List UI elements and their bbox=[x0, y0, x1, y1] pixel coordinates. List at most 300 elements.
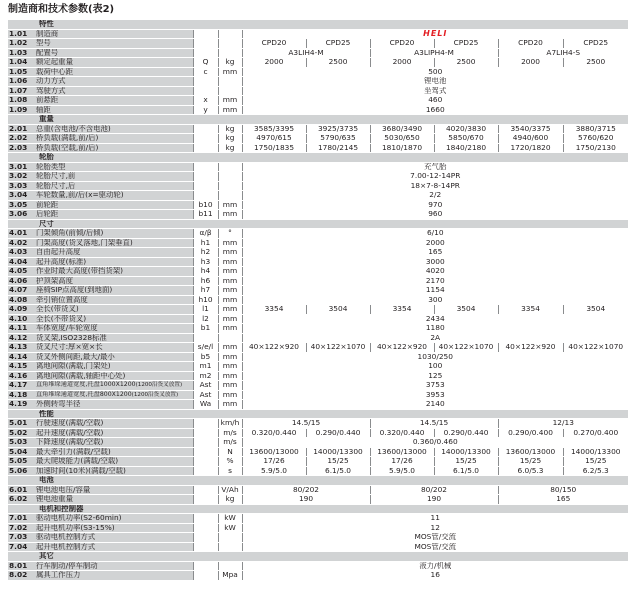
value-cell: 5760/620 bbox=[563, 134, 628, 144]
row-parameter: 行车制动/停车制动 bbox=[33, 561, 193, 571]
row-symbol bbox=[193, 39, 218, 49]
parameter-note: (1200沿货叉放置) bbox=[135, 382, 183, 389]
row-symbol bbox=[193, 124, 218, 134]
row-symbol bbox=[193, 571, 218, 581]
value-cell: 1810/1870 bbox=[370, 143, 434, 153]
value-cell: 80/202 bbox=[370, 485, 498, 495]
value-cell: MOS管/交流 bbox=[242, 542, 628, 552]
value-cell: 1180 bbox=[242, 324, 628, 334]
value-cell: 300 bbox=[242, 295, 628, 305]
section-header bbox=[8, 552, 628, 562]
row-code: 4.02 bbox=[8, 238, 33, 248]
row-parameter: 前悬距 bbox=[33, 96, 193, 106]
brand-logo: HELI bbox=[423, 29, 448, 38]
value-cell: A7LIH4-S bbox=[498, 48, 628, 58]
row-symbol bbox=[193, 419, 218, 429]
value-cell: 15/25 bbox=[563, 457, 628, 467]
value-cell: 5850/670 bbox=[434, 134, 498, 144]
row-code: 1.02 bbox=[8, 39, 33, 49]
row-parameter: 轮胎类型 bbox=[33, 162, 193, 172]
value-cell: 锂电池 bbox=[242, 77, 628, 87]
row-code: 4.15 bbox=[8, 362, 33, 372]
row-symbol: m2 bbox=[193, 371, 218, 381]
row-code: 4.06 bbox=[8, 276, 33, 286]
row-code: 8.01 bbox=[8, 561, 33, 571]
row-parameter: 离地间隙(满载,门架处) bbox=[33, 362, 193, 372]
row-code: 5.05 bbox=[8, 457, 33, 467]
value-cell bbox=[242, 29, 628, 39]
row-parameter: 货叉架,ISO2328标准 bbox=[33, 333, 193, 343]
value-cell: 5.9/5.0 bbox=[370, 466, 434, 476]
value-cell: 3354 bbox=[498, 305, 563, 315]
row-code: 1.03 bbox=[8, 48, 33, 58]
value-cell: 5.9/5.0 bbox=[242, 466, 306, 476]
row-symbol: Wa bbox=[193, 400, 218, 410]
value-cell: 165 bbox=[242, 248, 628, 258]
table-row bbox=[8, 295, 628, 305]
value-cell: 液力/机械 bbox=[242, 561, 628, 571]
value-cell: 2000 bbox=[498, 58, 563, 68]
value-cell: CPD20 bbox=[370, 39, 434, 49]
table-row bbox=[8, 314, 628, 324]
row-symbol bbox=[193, 542, 218, 552]
row-symbol bbox=[193, 485, 218, 495]
row-symbol bbox=[193, 86, 218, 96]
value-cell: CPD25 bbox=[306, 39, 370, 49]
table-row bbox=[8, 514, 628, 524]
row-code: 4.05 bbox=[8, 267, 33, 277]
row-unit: kg bbox=[218, 58, 242, 68]
row-symbol bbox=[193, 523, 218, 533]
table-row bbox=[8, 210, 628, 220]
value-cell: 14000/13300 bbox=[434, 447, 498, 457]
value-cell: 15/25 bbox=[498, 457, 563, 467]
row-code: 5.02 bbox=[8, 428, 33, 438]
section-code bbox=[8, 504, 33, 514]
table-row bbox=[8, 267, 628, 277]
row-code: 1.07 bbox=[8, 86, 33, 96]
row-unit: mm bbox=[218, 314, 242, 324]
row-parameter: 最大牵引力(满载/空载) bbox=[33, 447, 193, 457]
section-blank bbox=[193, 409, 628, 419]
row-unit: mm bbox=[218, 305, 242, 315]
table-row bbox=[8, 134, 628, 144]
row-symbol bbox=[193, 428, 218, 438]
value-cell: 6.0/5.3 bbox=[498, 466, 563, 476]
row-code: 7.03 bbox=[8, 533, 33, 543]
value-cell: 2000 bbox=[370, 58, 434, 68]
row-symbol bbox=[193, 447, 218, 457]
row-code: 4.13 bbox=[8, 343, 33, 353]
value-cell: 15/25 bbox=[306, 457, 370, 467]
row-parameter: 驱动电机功率(S2-60min) bbox=[33, 514, 193, 524]
row-unit bbox=[218, 533, 242, 543]
section-title: 电池 bbox=[33, 476, 193, 486]
row-code: 4.01 bbox=[8, 229, 33, 239]
row-symbol: x bbox=[193, 96, 218, 106]
value-cell: 4020/3830 bbox=[434, 124, 498, 134]
row-code: 4.16 bbox=[8, 371, 33, 381]
section-header bbox=[8, 219, 628, 229]
row-unit bbox=[218, 172, 242, 182]
row-code: 2.01 bbox=[8, 124, 33, 134]
row-parameter: 外侧转弯半径 bbox=[33, 400, 193, 410]
table-row bbox=[8, 571, 628, 581]
table-row bbox=[8, 447, 628, 457]
row-unit: mm bbox=[218, 362, 242, 372]
row-unit: V/Ah bbox=[218, 485, 242, 495]
row-unit: ° bbox=[218, 229, 242, 239]
value-cell: 1030/250 bbox=[242, 352, 628, 362]
row-code: 7.04 bbox=[8, 542, 33, 552]
row-code: 4.17 bbox=[8, 381, 33, 391]
value-cell: 1840/2180 bbox=[434, 143, 498, 153]
value-cell: CPD25 bbox=[563, 39, 628, 49]
row-unit: mm bbox=[218, 343, 242, 353]
row-code: 6.02 bbox=[8, 495, 33, 505]
row-code: 1.08 bbox=[8, 96, 33, 106]
table-row bbox=[8, 542, 628, 552]
row-symbol: α/β bbox=[193, 229, 218, 239]
value-cell: 14000/13300 bbox=[306, 447, 370, 457]
value-cell: 充气胎 bbox=[242, 162, 628, 172]
section-code bbox=[8, 153, 33, 163]
row-symbol: b11 bbox=[193, 210, 218, 220]
row-code: 1.01 bbox=[8, 29, 33, 39]
row-code: 4.10 bbox=[8, 314, 33, 324]
row-symbol: h4 bbox=[193, 267, 218, 277]
section-code bbox=[8, 20, 33, 29]
row-unit: s bbox=[218, 466, 242, 476]
value-cell: 3000 bbox=[242, 257, 628, 267]
section-header bbox=[8, 115, 628, 125]
row-code: 3.06 bbox=[8, 210, 33, 220]
value-cell: 5790/635 bbox=[306, 134, 370, 144]
row-unit: mm bbox=[218, 67, 242, 77]
table-row bbox=[8, 523, 628, 533]
row-symbol bbox=[193, 466, 218, 476]
row-code: 4.09 bbox=[8, 305, 33, 315]
parameter-note: (1200沿货叉放置) bbox=[131, 391, 179, 398]
row-parameter: 车体宽度/车轮宽度 bbox=[33, 324, 193, 334]
section-code bbox=[8, 219, 33, 229]
section-code bbox=[8, 115, 33, 125]
row-parameter: 直角堆垛通道宽度,托盘800X1200(1200沿货叉放置) bbox=[33, 390, 193, 400]
row-unit: kW bbox=[218, 523, 242, 533]
value-cell: 3680/3490 bbox=[370, 124, 434, 134]
row-parameter: 锂电池电压/容量 bbox=[33, 485, 193, 495]
row-parameter: 总重(含电池/不含电池) bbox=[33, 124, 193, 134]
value-cell: 3925/3735 bbox=[306, 124, 370, 134]
row-parameter: 护顶架高度 bbox=[33, 276, 193, 286]
spec-table-body bbox=[8, 20, 628, 580]
row-parameter: 驾驶方式 bbox=[33, 86, 193, 96]
row-unit: N bbox=[218, 447, 242, 457]
row-unit: mm bbox=[218, 276, 242, 286]
row-unit: mm bbox=[218, 210, 242, 220]
value-cell: 1154 bbox=[242, 286, 628, 296]
row-symbol: y bbox=[193, 105, 218, 115]
value-cell: 1750/2130 bbox=[563, 143, 628, 153]
value-cell: 2500 bbox=[306, 58, 370, 68]
value-cell: 40×122×920 bbox=[370, 343, 434, 353]
row-unit: m/s bbox=[218, 438, 242, 448]
row-symbol bbox=[193, 533, 218, 543]
row-code: 5.03 bbox=[8, 438, 33, 448]
value-cell: 3354 bbox=[370, 305, 434, 315]
row-parameter: 后轮距 bbox=[33, 210, 193, 220]
row-unit: mm bbox=[218, 267, 242, 277]
table-row bbox=[8, 162, 628, 172]
row-code: 5.04 bbox=[8, 447, 33, 457]
value-cell: 3753 bbox=[242, 381, 628, 391]
row-parameter: 前轮距 bbox=[33, 200, 193, 210]
row-code: 3.05 bbox=[8, 200, 33, 210]
value-cell: 5030/650 bbox=[370, 134, 434, 144]
table-row bbox=[8, 495, 628, 505]
table-row bbox=[8, 58, 628, 68]
table-row bbox=[8, 191, 628, 201]
row-parameter: 动力方式 bbox=[33, 77, 193, 87]
section-header bbox=[8, 409, 628, 419]
value-cell: 0.290/0.400 bbox=[498, 428, 563, 438]
value-cell: 1660 bbox=[242, 105, 628, 115]
row-unit bbox=[218, 333, 242, 343]
value-cell: 0.360/0.460 bbox=[242, 438, 628, 448]
row-parameter: 桥负载(空载,前/后) bbox=[33, 143, 193, 153]
table-row bbox=[8, 86, 628, 96]
row-parameter: 直角堆垛通道宽度,托盘1000X1200(1200沿货叉放置) bbox=[33, 381, 193, 391]
value-cell: 0.290/0.440 bbox=[306, 428, 370, 438]
page-title: 制造商和技术参数(表2) bbox=[8, 4, 115, 15]
row-parameter: 型号 bbox=[33, 39, 193, 49]
row-unit: Mpa bbox=[218, 571, 242, 581]
section-header bbox=[8, 153, 628, 163]
row-symbol: b10 bbox=[193, 200, 218, 210]
row-parameter: 起升高度(标准) bbox=[33, 257, 193, 267]
row-symbol bbox=[193, 514, 218, 524]
value-cell: 40×122×920 bbox=[242, 343, 306, 353]
value-cell: 6.1/5.0 bbox=[306, 466, 370, 476]
value-cell: 0.320/0.440 bbox=[242, 428, 306, 438]
row-symbol: h1 bbox=[193, 238, 218, 248]
table-row bbox=[8, 124, 628, 134]
row-unit: mm bbox=[218, 295, 242, 305]
row-symbol bbox=[193, 333, 218, 343]
section-blank bbox=[193, 504, 628, 514]
row-parameter: 桥负载(满载,前/后) bbox=[33, 134, 193, 144]
row-symbol: s/e/l bbox=[193, 343, 218, 353]
value-cell: 3504 bbox=[434, 305, 498, 315]
row-unit: kW bbox=[218, 514, 242, 524]
value-cell: 3354 bbox=[242, 305, 306, 315]
value-cell: 190 bbox=[242, 495, 370, 505]
row-parameter: 行驶速度(满载/空载) bbox=[33, 419, 193, 429]
value-cell: 2140 bbox=[242, 400, 628, 410]
table-row bbox=[8, 485, 628, 495]
value-cell: 12/13 bbox=[498, 419, 628, 429]
row-parameter: 制造商 bbox=[33, 29, 193, 39]
row-parameter: 下降速度(满载/空载) bbox=[33, 438, 193, 448]
row-unit bbox=[218, 542, 242, 552]
value-cell: 40×122×1070 bbox=[434, 343, 498, 353]
value-cell: 40×122×1070 bbox=[306, 343, 370, 353]
section-header bbox=[8, 476, 628, 486]
row-unit: kg bbox=[218, 495, 242, 505]
table-row bbox=[8, 39, 628, 49]
table-row bbox=[8, 257, 628, 267]
row-unit: kg bbox=[218, 124, 242, 134]
row-code: 8.02 bbox=[8, 571, 33, 581]
table-row bbox=[8, 143, 628, 153]
table-row bbox=[8, 561, 628, 571]
row-unit: mm bbox=[218, 371, 242, 381]
row-unit bbox=[218, 162, 242, 172]
row-code: 1.06 bbox=[8, 77, 33, 87]
value-cell: 4970/615 bbox=[242, 134, 306, 144]
value-cell: CPD25 bbox=[434, 39, 498, 49]
value-cell: 2500 bbox=[434, 58, 498, 68]
row-code: 4.14 bbox=[8, 352, 33, 362]
value-cell: 2/2 bbox=[242, 191, 628, 201]
row-symbol: h2 bbox=[193, 248, 218, 258]
row-symbol bbox=[193, 143, 218, 153]
table-row bbox=[8, 181, 628, 191]
value-cell: A3LIPH4-M bbox=[370, 48, 498, 58]
row-parameter: 货叉外侧间距,最大/最小 bbox=[33, 352, 193, 362]
row-symbol: h7 bbox=[193, 286, 218, 296]
table-row bbox=[8, 343, 628, 353]
row-unit: mm bbox=[218, 105, 242, 115]
row-code: 3.04 bbox=[8, 191, 33, 201]
value-cell: 970 bbox=[242, 200, 628, 210]
value-cell: 14.5/15 bbox=[242, 419, 370, 429]
value-cell: 1750/1835 bbox=[242, 143, 306, 153]
value-cell: CPD20 bbox=[242, 39, 306, 49]
row-parameter: 自由起升高度 bbox=[33, 248, 193, 258]
table-row bbox=[8, 276, 628, 286]
row-symbol: Ast bbox=[193, 390, 218, 400]
section-title: 电机和控制器 bbox=[33, 504, 193, 514]
value-cell: 3880/3715 bbox=[563, 124, 628, 134]
row-symbol: Ast bbox=[193, 381, 218, 391]
value-cell: 2A bbox=[242, 333, 628, 343]
value-cell: 4020 bbox=[242, 267, 628, 277]
row-symbol bbox=[193, 162, 218, 172]
value-cell: 14.5/15 bbox=[370, 419, 498, 429]
value-cell: 190 bbox=[370, 495, 498, 505]
row-unit: % bbox=[218, 457, 242, 467]
section-code bbox=[8, 476, 33, 486]
table-row bbox=[8, 466, 628, 476]
row-symbol bbox=[193, 457, 218, 467]
value-cell: 80/150 bbox=[498, 485, 628, 495]
row-parameter: 最大爬坡能力(满载/空载) bbox=[33, 457, 193, 467]
row-parameter: 车轮数量,前/后(x=驱动轮) bbox=[33, 191, 193, 201]
value-cell: 2000 bbox=[242, 58, 306, 68]
section-title: 其它 bbox=[33, 552, 193, 562]
row-parameter: 驱动电机控制方式 bbox=[33, 533, 193, 543]
value-cell: 3540/3375 bbox=[498, 124, 563, 134]
row-parameter: 锂电池重量 bbox=[33, 495, 193, 505]
value-cell: 15/25 bbox=[434, 457, 498, 467]
value-cell: 7.00-12-14PR bbox=[242, 172, 628, 182]
row-unit bbox=[218, 48, 242, 58]
table-row bbox=[8, 238, 628, 248]
spec-table bbox=[8, 20, 628, 581]
value-cell: 6.1/5.0 bbox=[434, 466, 498, 476]
row-code: 4.19 bbox=[8, 400, 33, 410]
section-title: 尺寸 bbox=[33, 219, 193, 229]
section-title: 性能 bbox=[33, 409, 193, 419]
row-code: 6.01 bbox=[8, 485, 33, 495]
row-symbol: l2 bbox=[193, 314, 218, 324]
value-cell: 40×122×1070 bbox=[563, 343, 628, 353]
row-code: 4.08 bbox=[8, 295, 33, 305]
row-unit: kg bbox=[218, 134, 242, 144]
row-code: 4.04 bbox=[8, 257, 33, 267]
row-code: 3.03 bbox=[8, 181, 33, 191]
row-parameter: 配置号 bbox=[33, 48, 193, 58]
row-symbol bbox=[193, 495, 218, 505]
row-unit bbox=[218, 39, 242, 49]
value-cell: 17/26 bbox=[242, 457, 306, 467]
row-parameter: 门架倾角(前倾/后倾) bbox=[33, 229, 193, 239]
value-cell: 13600/13000 bbox=[498, 447, 563, 457]
row-parameter: 牵引销位置高度 bbox=[33, 295, 193, 305]
row-unit: mm bbox=[218, 390, 242, 400]
table-row bbox=[8, 248, 628, 258]
row-code: 4.18 bbox=[8, 390, 33, 400]
row-code: 4.11 bbox=[8, 324, 33, 334]
row-code: 7.01 bbox=[8, 514, 33, 524]
value-cell: 4940/600 bbox=[498, 134, 563, 144]
row-symbol: b1 bbox=[193, 324, 218, 334]
row-parameter: 属具工作压力 bbox=[33, 571, 193, 581]
row-code: 1.04 bbox=[8, 58, 33, 68]
row-code: 3.02 bbox=[8, 172, 33, 182]
value-cell: 460 bbox=[242, 96, 628, 106]
row-code: 5.06 bbox=[8, 466, 33, 476]
table-row bbox=[8, 400, 628, 410]
section-code bbox=[8, 552, 33, 562]
value-cell: 3953 bbox=[242, 390, 628, 400]
row-parameter: 门架高度(货叉落地,门架垂直) bbox=[33, 238, 193, 248]
table-row bbox=[8, 286, 628, 296]
table-row bbox=[8, 352, 628, 362]
row-symbol bbox=[193, 191, 218, 201]
value-cell: CPD20 bbox=[498, 39, 563, 49]
table-row bbox=[8, 428, 628, 438]
value-cell: 0.290/0.440 bbox=[434, 428, 498, 438]
value-cell: 11 bbox=[242, 514, 628, 524]
row-symbol: c bbox=[193, 67, 218, 77]
row-unit: mm bbox=[218, 257, 242, 267]
section-title: 轮胎 bbox=[33, 153, 193, 163]
table-row bbox=[8, 381, 628, 391]
row-unit: mm bbox=[218, 96, 242, 106]
row-symbol bbox=[193, 77, 218, 87]
section-blank bbox=[193, 219, 628, 229]
section-blank bbox=[193, 153, 628, 163]
row-symbol bbox=[193, 172, 218, 182]
table-row bbox=[8, 333, 628, 343]
value-cell: 1780/2145 bbox=[306, 143, 370, 153]
row-code: 1.05 bbox=[8, 67, 33, 77]
row-parameter: 额定起重量 bbox=[33, 58, 193, 68]
section-blank bbox=[193, 20, 628, 29]
value-cell: 500 bbox=[242, 67, 628, 77]
